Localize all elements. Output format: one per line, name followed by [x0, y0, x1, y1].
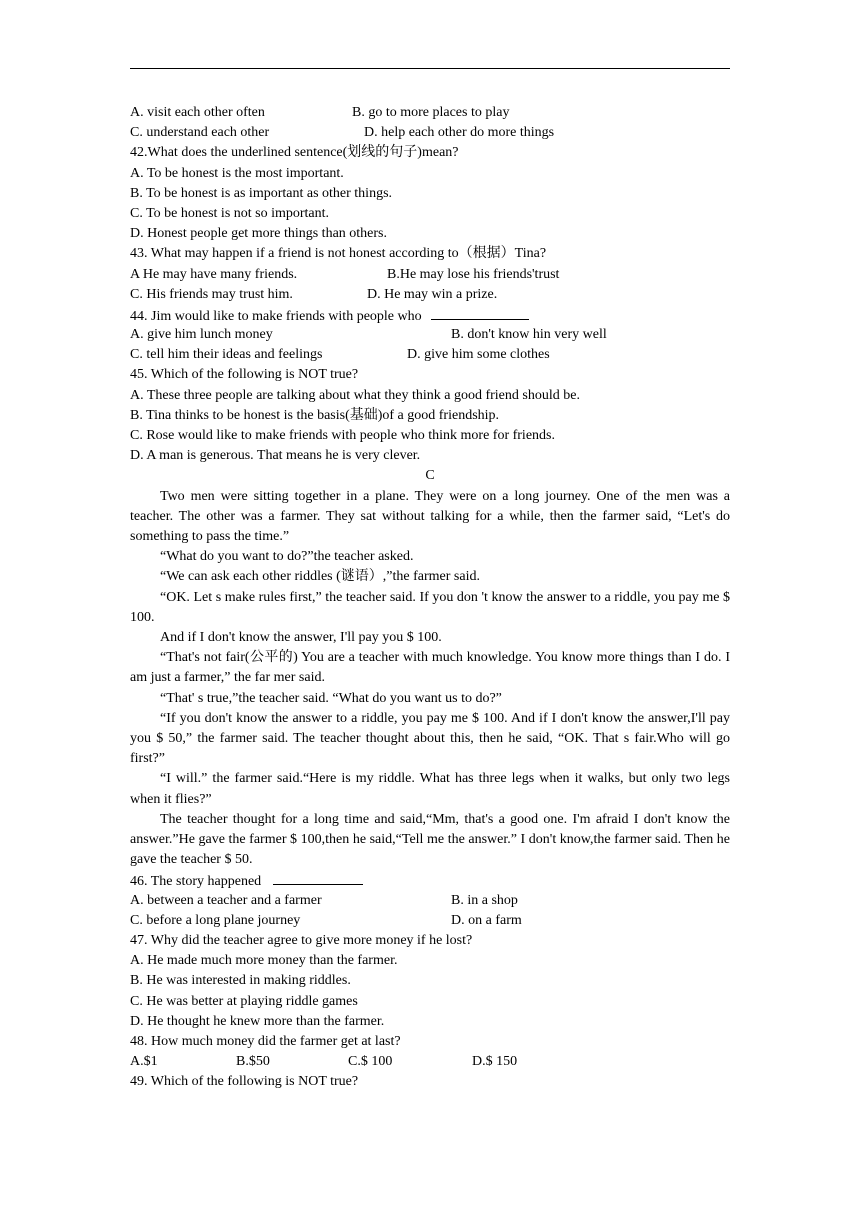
q41-options-row2 [130, 123, 730, 143]
passage-paragraph-1: Two men were sitting together in a plane. They were on a long journey. One of the men was a teacher. The other was a farmer. They sat without talking for a while, then the farmer said, “Let's do something to pass the time.” [130, 488, 730, 544]
q49-stem: 49. Which of the following is NOT true? [130, 1074, 359, 1090]
q45-option-b: B. Tina thinks to be honest is the basis(基础)of a good friendship. [130, 407, 500, 423]
passage-paragraph-6: “That's not fair(公平的) You are a teacher with much knowledge. You know more things than I do. I am just a farmer,” the far mer said. [130, 650, 730, 686]
q47-option-d: D. He thought he knew more than the farmer. [130, 1013, 385, 1029]
q42-stem: 42.What does the underlined sentence(划线的句子)mean? [130, 145, 459, 161]
passage-paragraph-2: “What do you want to do?”the teacher asked. [160, 549, 414, 565]
passage-paragraph-3: “We can ask each other riddles (谜语）,”the farmer said. [160, 569, 480, 585]
q42-option-c: C. To be honest is not so important. [130, 205, 330, 221]
passage-paragraph-9: “I will.” the farmer said.“Here is my riddle. What has three legs when it walks, but only two legs when it flies?” [130, 771, 730, 807]
q43-options-row1 [130, 265, 730, 285]
q48-option-b: B.$50 [236, 1054, 270, 1070]
q45-option-c: C. Rose would like to make friends with people who think more for friends. [130, 428, 555, 443]
q46-stem-row [130, 870, 730, 890]
q46-answer-blank [273, 870, 363, 885]
q42-option-b: B. To be honest is as important as other things. [130, 185, 393, 201]
q44-option-b: B. don't know hin very well [451, 327, 607, 343]
q44-options-row2 [130, 345, 730, 365]
passage-paragraph-7: “That' s true,”the teacher said. “What do you want us to do?” [160, 690, 502, 706]
q46-stem: 46. The story happened [130, 874, 262, 890]
q42-option-a: A. To be honest is the most important. [130, 165, 344, 181]
q43-option-a: A He may have many friends. [130, 266, 298, 282]
q41-option-a: A. visit each other often [130, 105, 265, 120]
q46-option-c: C. before a long plane journey [130, 912, 301, 928]
q48-option-a: A.$1 [130, 1054, 158, 1070]
q41-options-row1 [130, 103, 730, 123]
q48-stem: 48. How much money did the farmer get at last? [130, 1033, 401, 1049]
q44-stem: 44. Jim would like to make friends with people who [130, 308, 422, 324]
q46-option-b: B. in a shop [451, 892, 518, 908]
q46-option-a: A. between a teacher and a farmer [130, 892, 322, 908]
q43-stem: 43. What may happen if a friend is not honest according to（根据）Tina? [130, 246, 547, 262]
q44-stem-row [130, 305, 730, 325]
q45-stem: 45. Which of the following is NOT true? [130, 367, 359, 383]
q45-option-a: A. These three people are talking about what they think a good friend should be. [130, 387, 580, 403]
q47-option-a: A. He made much more money than the farmer. [130, 953, 398, 969]
q43-options-row2 [130, 285, 730, 305]
header-rule [130, 68, 730, 69]
q46-options-row2 [130, 911, 730, 931]
q43-option-d: D. He may win a prize. [367, 286, 498, 302]
q43-option-b: B.He may lose his friends'trust [387, 266, 560, 282]
q47-option-c: C. He was better at playing riddle games [130, 993, 358, 1009]
passage-paragraph-8: “If you don't know the answer to a riddle, you pay me $ 100. And if I don't know the answer,I'll pay you $ 50,” the farmer said. The teacher thought about this, then he said, “OK. That s fair.Who will go first?” [130, 710, 730, 767]
q44-answer-blank [431, 305, 529, 320]
q48-option-d: D.$ 150 [472, 1054, 518, 1070]
section-c-heading: C [425, 468, 435, 484]
q42-option-d: D. Honest people get more things than others. [130, 226, 388, 242]
q48-options-row [130, 1052, 730, 1072]
q46-option-d: D. on a farm [451, 912, 522, 928]
q48-option-c: C.$ 100 [348, 1054, 393, 1070]
passage-paragraph-10: The teacher thought for a long time and said,“Mm, that's a good one. I'm afraid I don't know the answer.”He gave the farmer $ 100,then he said,“Tell me the answer.” I don't know,the farmer said. Then he gave the teacher $ 50. [130, 811, 730, 868]
q47-stem: 47. Why did the teacher agree to give more money if he lost? [130, 932, 473, 948]
q41-option-b: B. go to more places to play [352, 105, 510, 120]
q47-option-b: B. He was interested in making riddles. [130, 973, 351, 989]
passage-paragraph-4: “OK. Let s make rules first,” the teacher said. If you don 't know the answer to a riddle, you pay me $ 100. [130, 589, 730, 625]
q44-options-row1 [130, 325, 730, 345]
q41-option-d: D. help each other do more things [364, 125, 555, 141]
q44-option-c: C. tell him their ideas and feelings [130, 347, 323, 363]
q46-options-row1 [130, 891, 730, 911]
q44-option-d: D. give him some clothes [407, 347, 550, 363]
q43-option-c: C. His friends may trust him. [130, 286, 293, 302]
q41-option-c: C. understand each other [130, 125, 270, 141]
exam-page [130, 103, 730, 1092]
q45-option-d: D. A man is generous. That means he is very clever. [130, 448, 421, 464]
passage-paragraph-5: And if I don't know the answer, I'll pay you $ 100. [160, 629, 442, 645]
q44-option-a: A. give him lunch money [130, 327, 273, 343]
